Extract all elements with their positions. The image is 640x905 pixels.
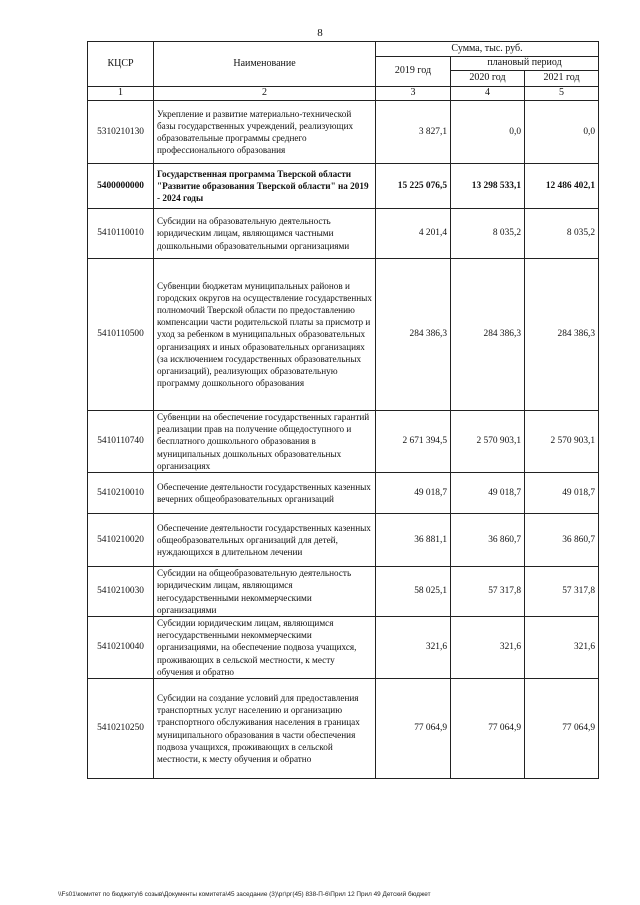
table-row xyxy=(88,473,599,514)
row-value-2021: 8 035,2 xyxy=(525,209,599,259)
row-value-2019: 3 827,1 xyxy=(376,101,451,164)
row-name: Укрепление и развитие материально-технической базы государственных учреждений, реализующих образовательные программы среднего профессионального образования xyxy=(154,101,376,164)
row-code: 5410210020 xyxy=(88,514,154,567)
budget-table xyxy=(87,41,599,779)
table-row xyxy=(88,617,599,679)
row-value-2019: 49 018,7 xyxy=(376,473,451,514)
row-value-2021: 12 486 402,1 xyxy=(525,164,599,209)
table-row xyxy=(88,514,599,567)
header-2021: 2021 год xyxy=(525,71,599,87)
row-code: 5410110740 xyxy=(88,411,154,473)
header-2020: 2020 год xyxy=(451,71,525,87)
row-value-2021: 49 018,7 xyxy=(525,473,599,514)
column-number: 3 xyxy=(376,87,451,101)
row-code: 5410210030 xyxy=(88,567,154,617)
row-code: 5410210040 xyxy=(88,617,154,679)
column-number: 4 xyxy=(451,87,525,101)
row-value-2021: 0,0 xyxy=(525,101,599,164)
header-sum: Сумма, тыс. руб. xyxy=(376,42,599,57)
header-planned-period: плановый период xyxy=(451,57,599,71)
table-row xyxy=(88,567,599,617)
row-value-2021: 321,6 xyxy=(525,617,599,679)
row-name: Субсидии на образовательную деятельность юридическим лицам, являющимся частными дошкольными образовательными организациями xyxy=(154,209,376,259)
row-name: Субсидии юридическим лицам, являющимся негосударственными некоммерческими организациями, на обеспечение подвоза учащихся, проживающих в сельской местности, к месту обучения и обратно xyxy=(154,617,376,679)
row-name: Обеспечение деятельности государственных казенных общеобразовательных организаций для детей, нуждающихся в длительном лечении xyxy=(154,514,376,567)
row-value-2020: 36 860,7 xyxy=(451,514,525,567)
row-value-2021: 2 570 903,1 xyxy=(525,411,599,473)
row-name: Обеспечение деятельности государственных казенных вечерних общеобразовательных организаций xyxy=(154,473,376,514)
table-row xyxy=(88,679,599,779)
row-value-2019: 36 881,1 xyxy=(376,514,451,567)
row-value-2020: 0,0 xyxy=(451,101,525,164)
row-value-2020: 77 064,9 xyxy=(451,679,525,779)
row-value-2020: 57 317,8 xyxy=(451,567,525,617)
row-value-2020: 13 298 533,1 xyxy=(451,164,525,209)
row-value-2019: 284 386,3 xyxy=(376,259,451,411)
row-value-2019: 15 225 076,5 xyxy=(376,164,451,209)
table-row xyxy=(88,209,599,259)
row-name: Субсидии на общеобразовательную деятельность юридическим лицам, являющимся негосударственными некоммерческими организациями xyxy=(154,567,376,617)
row-value-2019: 58 025,1 xyxy=(376,567,451,617)
header-name: Наименование xyxy=(154,42,376,87)
row-code: 5410110010 xyxy=(88,209,154,259)
row-value-2019: 2 671 394,5 xyxy=(376,411,451,473)
row-value-2020: 8 035,2 xyxy=(451,209,525,259)
page-number: 8 xyxy=(317,27,323,39)
row-value-2021: 36 860,7 xyxy=(525,514,599,567)
row-value-2019: 321,6 xyxy=(376,617,451,679)
header-2019: 2019 год xyxy=(376,57,451,87)
header-code: КЦСР xyxy=(88,42,154,87)
column-number: 5 xyxy=(525,87,599,101)
row-name: Субсидии на создание условий для предоставления транспортных услуг населению и организацию транспортного обслуживания населения в границах муниципального образования в части обеспечения подвоза учащихся, проживающих в сельской местности, к месту обучения и обратно xyxy=(154,679,376,779)
row-value-2020: 2 570 903,1 xyxy=(451,411,525,473)
table-row xyxy=(88,411,599,473)
row-value-2020: 284 386,3 xyxy=(451,259,525,411)
row-name: Субвенции бюджетам муниципальных районов и городских округов на осуществление государственных полномочий Тверской области по предоставлению компенсации части родительской платы за присмотр и уход за ребенком в муниципальных образовательных организациях и иных образовательных организациях (за исключением государственных образовательных организаций), реализующих образовательную программу дошкольного образования xyxy=(154,259,376,411)
column-number: 2 xyxy=(154,87,376,101)
row-value-2019: 77 064,9 xyxy=(376,679,451,779)
column-number: 1 xyxy=(88,87,154,101)
row-code: 5410210010 xyxy=(88,473,154,514)
row-value-2021: 77 064,9 xyxy=(525,679,599,779)
table-body xyxy=(88,101,599,779)
row-value-2020: 49 018,7 xyxy=(451,473,525,514)
row-value-2021: 57 317,8 xyxy=(525,567,599,617)
table-row xyxy=(88,101,599,164)
row-code: 5410110500 xyxy=(88,259,154,411)
table-row xyxy=(88,164,599,209)
row-value-2021: 284 386,3 xyxy=(525,259,599,411)
row-value-2020: 321,6 xyxy=(451,617,525,679)
row-value-2019: 4 201,4 xyxy=(376,209,451,259)
row-code: 5400000000 xyxy=(88,164,154,209)
table-row xyxy=(88,259,599,411)
row-name: Субвенции на обеспечение государственных гарантий реализации прав на получение общедоступного и бесплатного дошкольного образования в муниципальных дошкольных образовательных организациях xyxy=(154,411,376,473)
footer-file-path: \\Fs01\комитет по бюджету\6 созыв\Документы комитета\45 заседание (3)\рг\рг(45) 838-П-6\Прил 12 Прил 49 Детский бюджет xyxy=(58,891,431,898)
row-code: 5310210130 xyxy=(88,101,154,164)
row-code: 5410210250 xyxy=(88,679,154,779)
row-name: Государственная программа Тверской области "Развитие образования Тверской области" на 2019 - 2024 годы xyxy=(154,164,376,209)
